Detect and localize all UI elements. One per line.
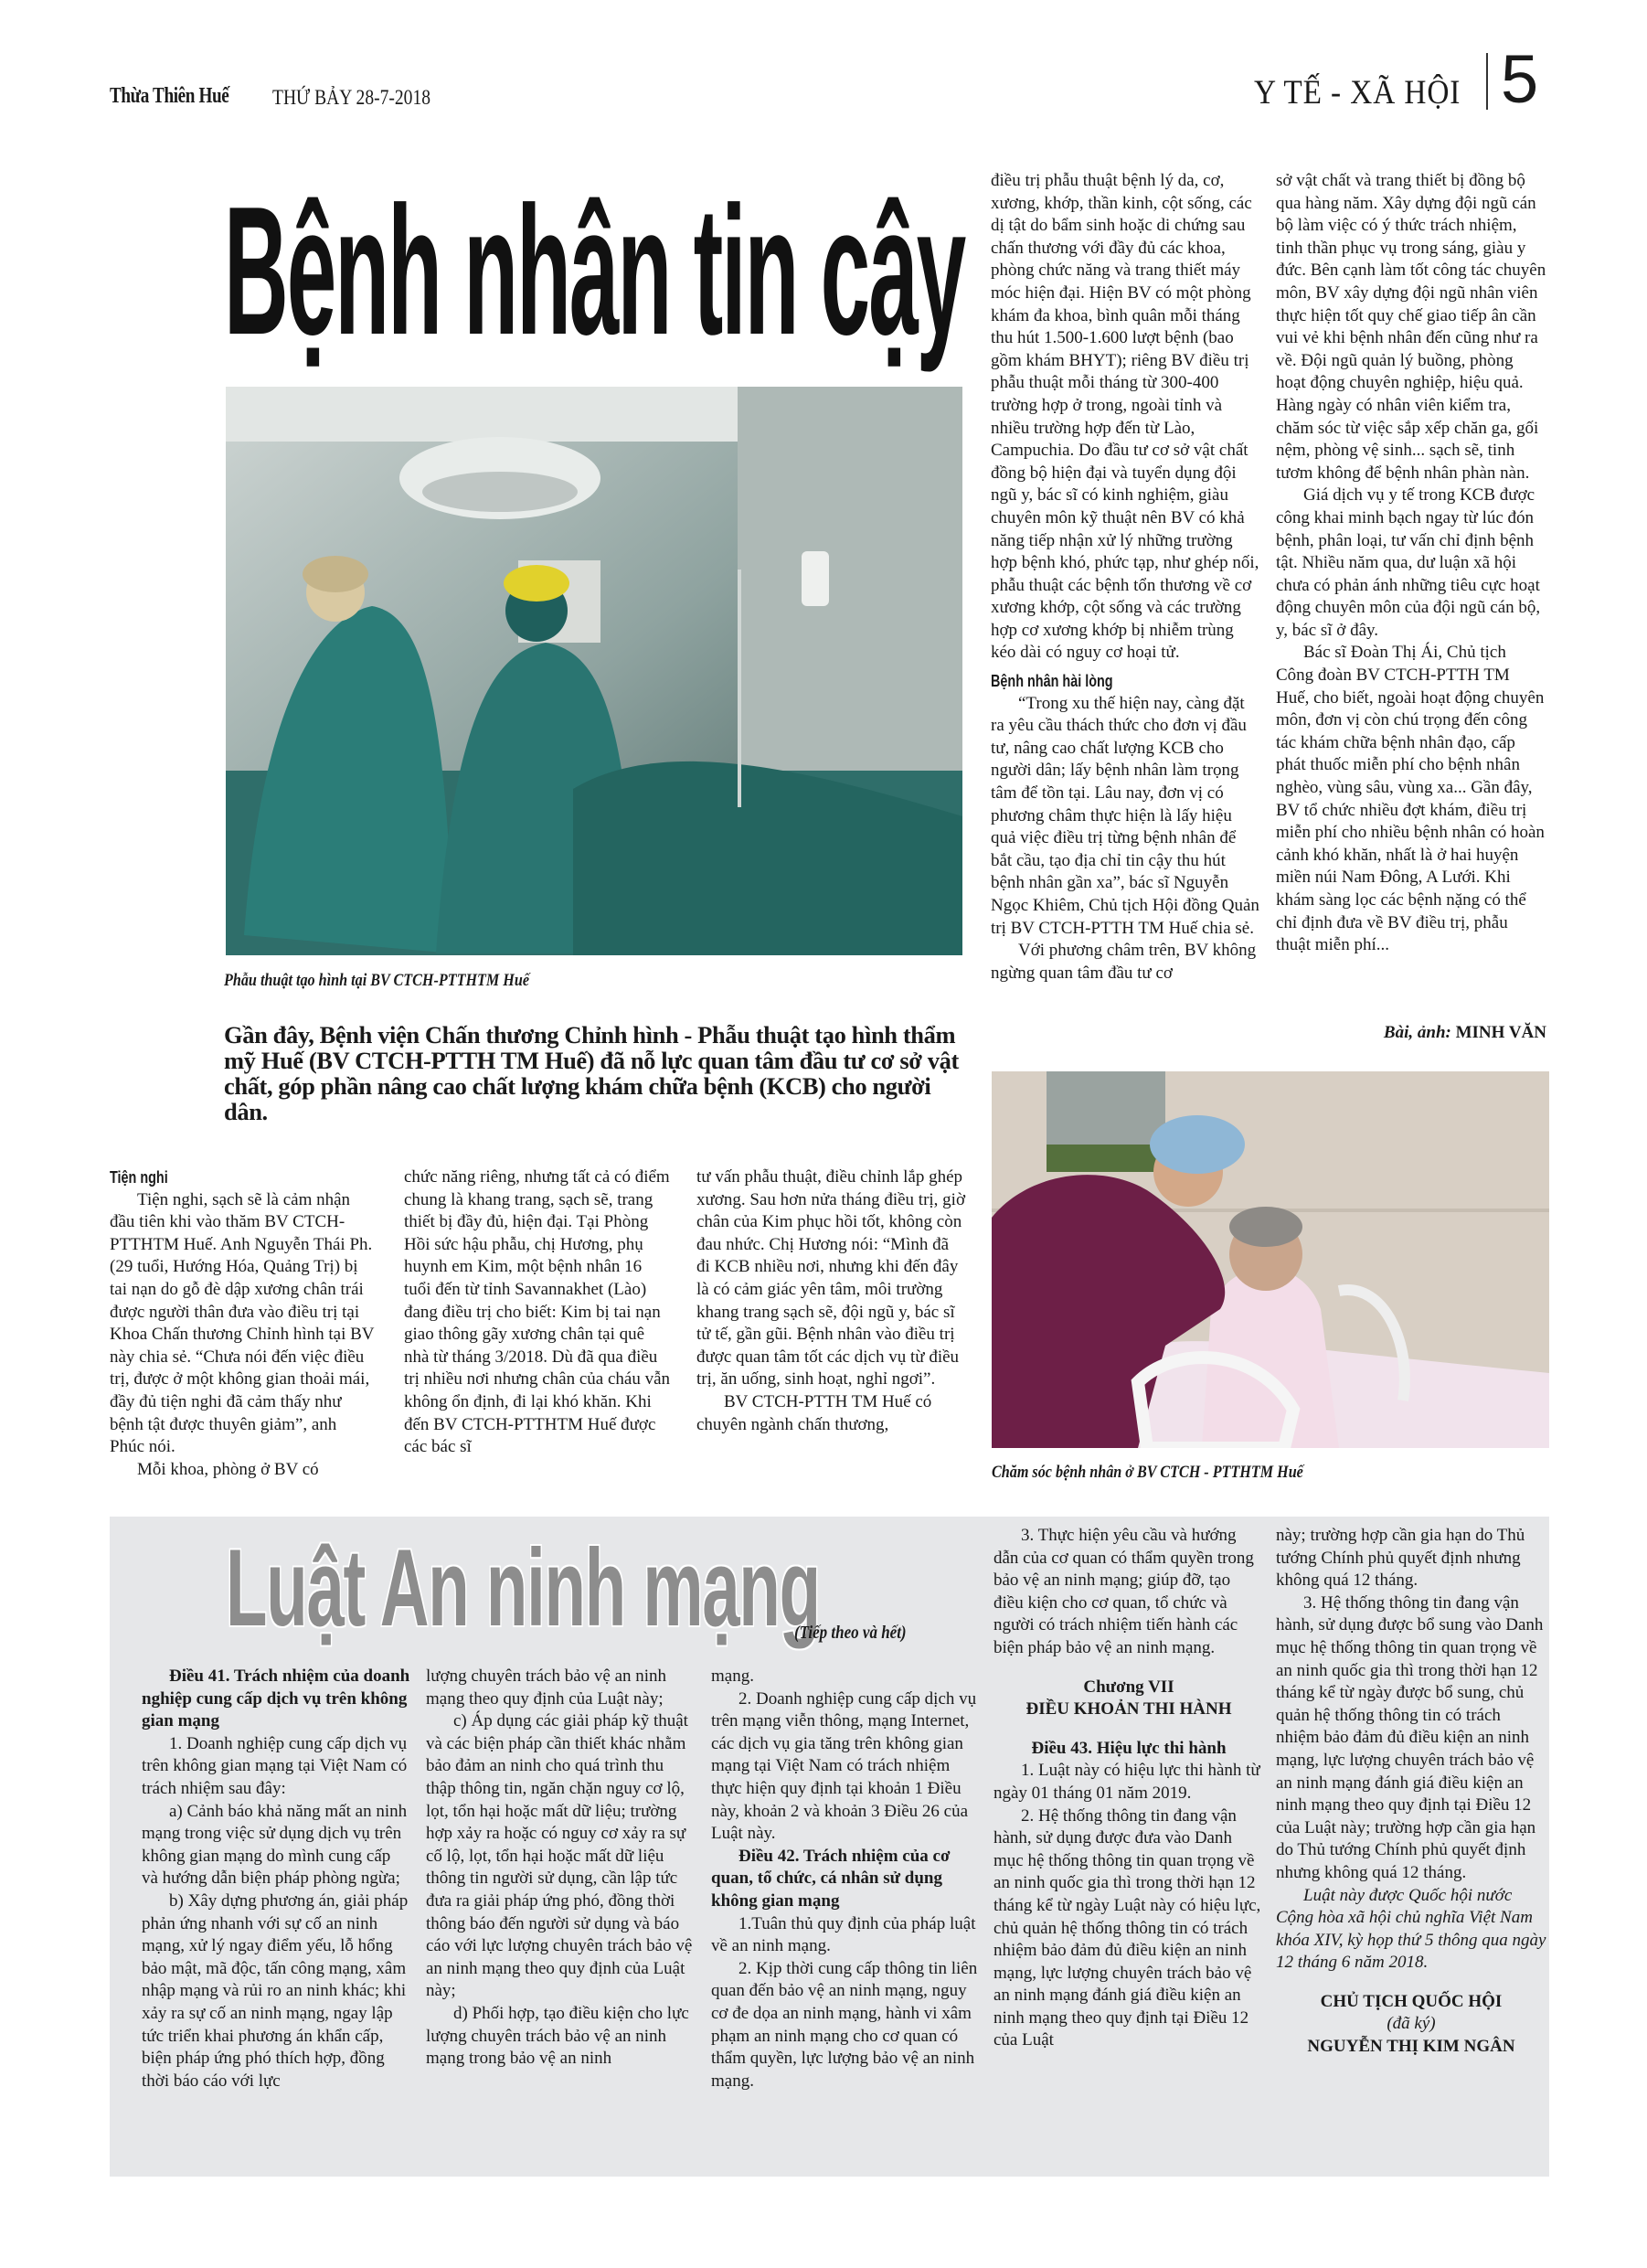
subheading: ĐIỀU KHOẢN THI HÀNH: [1025, 1699, 1232, 1720]
paragraph: tư vấn phẫu thuật, điều chỉnh lắp ghép xương. Sau hơn nửa tháng điều trị, giờ chân của Kim phục hồi tốt, không còn đau nhức. Chị Hương nói: “Mình đã đi KCB nhiều nơi, nhưng khi đến đây là có cảm giác yên tâm, môi trường khang trang sạch sẽ, đội ngũ y, bác sĩ tử tế, gần gũi. Bệnh nhân vào điều trị được quan tâm tốt các dịch vụ từ điều trị, ăn uống, sinh hoạt, nghỉ ngơi”.: [696, 1167, 966, 1390]
paragraph: 1.Tuân thủ quy định của pháp luật về an ninh mạng.: [711, 1913, 976, 1956]
paragraph: Tiện nghi, sạch sẽ là cảm nhận đầu tiên khi vào thăm BV CTCH-PTTHTM Huế. Anh Nguyễn Thái Ph. (29 tuổi, Hướng Hóa, Quảng Trị) bị tai nạn do gỗ đè dập xương chân trái được người thân đưa vào điều trị tại Khoa Chấn thương Chỉnh hình tại BV này chia sẻ. “Chưa nói đến việc điều trị, được ở một không gian thoải mái, đầy đủ tiện nghi đã cảm thấy như bệnh tật được thuyên giảm”, anh Phúc nói.: [110, 1189, 375, 1457]
paragraph: c) Áp dụng các giải pháp kỹ thuật và các biện pháp cần thiết khác nhằm bảo đảm an ninh cho quá trình thu thập thông tin, ngăn chặn nguy cơ lộ, lọt, tổn hại hoặc mất dữ liệu; trường hợp xảy ra hoặc có nguy cơ xảy ra sự cố lộ, lọt, tổn hại hoặc mất dữ liệu thông tin người sử dụng, cần lập tức đưa ra giải pháp ứng phó, đồng thời thông báo đến người sử dụng và báo cáo với lực lượng chuyên trách bảo vệ an ninh mạng theo quy định của Luật này;: [426, 1711, 693, 2001]
law-title: Luật An ninh mạng: [226, 1527, 820, 1649]
paragraph: 2. Kịp thời cung cấp thông tin liên quan đến bảo vệ an ninh mạng, nguy cơ đe dọa an ninh mạng, hành vi xâm phạm an ninh mạng cho cơ quan có thẩm quyền, lực lượng bảo vệ an ninh mạng.: [711, 1958, 978, 2091]
law-column: [711, 1666, 982, 2092]
paragraph: chức năng riêng, nhưng tất cả có điểm chung là khang trang, sạch sẽ, trang thiết bị đầy đủ, hiện đại. Tại Phòng Hồi sức hậu phẫu, chị Hương, phụ huynh em Kim, một bệnh nhân 16 tuổi đến từ tỉnh Savannakhet (Lào) đang điều trị cho biết: Kim bị tai nạn giao thông gãy xương chân tại quê nhà từ tháng 3/2018. Dù đã qua điều trị nhiều nơi nhưng chân của cháu vẫn không ổn định, đi lại khó khăn. Khi đến BV CTCH-PTTHTM Huế được các bác sĩ: [404, 1167, 671, 1457]
law-column: [426, 1666, 695, 2071]
issue-date: THỨ BẢY 28-7-2018: [272, 86, 431, 109]
header-divider: [1486, 53, 1488, 110]
paragraph: mạng.: [711, 1666, 754, 1686]
section-name: Y TẾ - XÃ HỘI: [1254, 74, 1461, 112]
signature-line: CHỦ TỊCH QUỐC HỘI: [1320, 1991, 1503, 2011]
paragraph: 3. Hệ thống thông tin đang vận hành, sử dụng được bổ sung vào Danh mục hệ thống thông tin quan trọng về an ninh quốc gia thì trong thời hạn 12 tháng kể từ ngày được bổ sung, chủ quản hệ thống thông tin có trách nhiệm bảo đảm đủ điều kiện an ninh mạng, lực lượng chuyên trách bảo vệ an ninh mạng đánh giá điều kiện an ninh mạng theo quy định tại Điều 12 của Luật này; trường hợp cần gia hạn do Thủ tướng Chính phủ quyết định nhưng không quá 12 tháng.: [1276, 1592, 1544, 1882]
paragraph: 2. Doanh nghiệp cung cấp dịch vụ trên mạng viễn thông, mạng Internet, các dịch vụ gia tăng trên không gian mạng tại Việt Nam có trách nhiệm thực hiện quy định tại khoản 1 Điều này, khoản 2 và khoản 3 Điều 26 của Luật này.: [711, 1688, 977, 1844]
page-number: 5: [1501, 41, 1539, 117]
subheading: Điều 43. Hiệu lực thi hành: [1031, 1738, 1227, 1758]
subheading: Chương VII: [1083, 1677, 1174, 1697]
paragraph: điều trị phẫu thuật bệnh lý da, cơ, xương, khớp, thần kinh, cột sống, các dị tật do bẩm sinh hoặc di chứng sau chấn thương với đầy đủ các khoa, phòng chức năng và trang thiết máy móc hiện đại. Hiện BV có một phòng khám đa khoa, bình quân mỗi tháng thu hút 1.500-1.600 lượt bệnh (bao gồm khám BHYT); riêng BV điều trị phẫu thuật mỗi tháng từ 300-400 trường hợp ở trong, ngoài tỉnh và nhiều trường hợp đến từ Lào, Campuchia. Do đầu tư cơ sở vật chất đồng bộ hiện đại và tuyển dụng đội ngũ y, bác sĩ có kinh nghiệm, giàu chuyên môn kỹ thuật nên BV có khả năng tiếp nhận xử lý những trường hợp bệnh khó, phức tạp, như ghép nối, phẫu thuật các bệnh tổn thương về cơ xương khớp, cột sống và các trường hợp cơ xương khớp bị nhiễm trùng kéo dài có nguy cơ hoại tử.: [991, 171, 1259, 663]
article-column: [991, 170, 1259, 985]
paragraph: a) Cảnh báo khả năng mất an ninh mạng trong việc sử dụng dịch vụ trên không gian mạng do mình cung cấp và hướng dẫn biện pháp phòng ngừa;: [142, 1801, 408, 1889]
subheading: Bệnh nhân hài lòng: [991, 672, 1113, 691]
article-column: [110, 1161, 375, 1481]
paragraph: 1. Doanh nghiệp cung cấp dịch vụ trên không gian mạng tại Việt Nam có trách nhiệm sau đây:: [142, 1733, 408, 1798]
paragraph: 3. Thực hiện yêu cầu và hướng dẫn của cơ quan có thẩm quyền trong bảo vệ an ninh mạng; giúp đỡ, tạo điều kiện cho cơ quan, tổ chức và người có trách nhiệm tiến hành các biện pháp bảo vệ an ninh mạng.: [994, 1526, 1254, 1657]
subheading: Tiện nghi: [110, 1168, 168, 1187]
paragraph: 1. Luật này có hiệu lực thi hành từ ngày 01 tháng 01 năm 2019.: [994, 1761, 1260, 1803]
article-lead: Gần đây, Bệnh viện Chấn thương Chỉnh hình - Phẫu thuật tạo hình thẩm mỹ Huế (BV CTCH-PTTH TM Huế) đã nỗ lực quan tâm đầu tư cơ sở vật chất, góp phần nâng cao chất lượng khám chữa bệnh (KCB) cho người dân.: [224, 1021, 959, 1125]
article-title: Bệnh nhân tin cậy: [224, 169, 965, 373]
newspaper-name: Thừa Thiên Huế: [110, 84, 229, 108]
byline-label: Bài, ảnh:: [1383, 1023, 1451, 1042]
paragraph: b) Xây dựng phương án, giải pháp phản ứng nhanh với sự cố an ninh mạng, xử lý ngay điểm yếu, lỗ hổng bảo mật, mã độc, tấn công mạng, xâm nhập mạng và rủi ro an ninh khác; khi xảy ra sự cố an ninh mạng, ngay lập tức triển khai phương án khẩn cấp, biện pháp ứng phó thích hợp, đồng thời báo cáo với lực: [142, 1890, 409, 2091]
paragraph: này; trường hợp cần gia hạn do Thủ tướng Chính phủ quyết định nhưng không quá 12 tháng.: [1276, 1526, 1525, 1591]
law-column: [142, 1666, 410, 2092]
paragraph: Mỗi khoa, phòng ở BV có: [137, 1459, 319, 1479]
paragraph: sở vật chất và trang thiết bị đồng bộ qua hàng năm. Xây dựng đội ngũ cán bộ làm việc có ý thức trách nhiệm, tinh thần phục vụ trong sáng, giàu y đức. Bên cạnh làm tốt công tác chuyên môn, BV xây dựng đội ngũ nhân viên thực hiện tốt quy chế giao tiếp ân cần vui vẻ khi bệnh nhân đến cũng như ra về. Đội ngũ quản lý buồng, phòng hoạt động chuyên nghiệp, hiệu quả. Hàng ngày có nhân viên kiểm tra, chăm sóc từ việc sắp xếp chăn ga, gối nệm, phòng vệ sinh... sạch sẽ, tinh tươm không để bệnh nhân phàn nàn.: [1276, 171, 1546, 483]
paragraph: lượng chuyên trách bảo vệ an ninh mạng theo quy định của Luật này;: [426, 1666, 667, 1709]
paragraph: Bác sĩ Đoàn Thị Ái, Chủ tịch Công đoàn BV CTCH-PTTH TM Huế, cho biết, ngoài hoạt động chuyên môn, đơn vị còn chú trọng đến công tác khám chữa bệnh nhân đạo, cấp phát thuốc miễn phí cho bệnh nhân nghèo, vùng sâu, vùng xa... Gần đây, BV tổ chức nhiều đợt khám, điều trị miễn phí cho nhiều bệnh nhân có hoàn cảnh khó khăn, nhất là ở hai huyện miền núi Nam Đông, A Lưới. Khi khám sàng lọc các bệnh nặng có thể chỉ định đưa về BV điều trị, phẫu thuật miễn phí...: [1276, 643, 1545, 955]
paragraph: “Trong xu thế hiện nay, càng đặt ra yêu cầu thách thức cho đơn vị đầu tư, nâng cao chất lượng KCB cho người dân; lấy bệnh nhân làm trọng tâm để tồn tại. Lâu nay, đơn vị có phương châm thực hiện là lấy hiệu quả việc điều trị từng bệnh nhân để bắt cầu, tạo địa chỉ tin cậy thu hút bệnh nhân gần xa”, bác sĩ Nguyễn Ngọc Khiêm, Chủ tịch Hội đồng Quản trị BV CTCH-PTTH TM Huế chia sẻ.: [991, 693, 1259, 938]
subheading: Điều 42. Trách nhiệm của cơ quan, tổ chức, cá nhân sử dụng không gian mạng: [711, 1846, 951, 1911]
paragraph: Với phương châm trên, BV không ngừng quan tâm đầu tư cơ: [991, 941, 1257, 983]
paragraph: d) Phối hợp, tạo điều kiện cho lực lượng chuyên trách bảo vệ an ninh mạng trong bảo vệ an ninh: [426, 2003, 689, 2069]
paragraph: Giá dịch vụ y tế trong KCB được công khai minh bạch ngay từ lúc đón bệnh, phân loại, tư vấn chỉ định bệnh tật. Nhiều năm qua, dư luận xã hội chưa có phản ánh những tiêu cực hoạt động chuyên môn của đội ngũ cán bộ, y, bác sĩ ở đây.: [1276, 485, 1541, 640]
law-column: [1276, 1525, 1546, 2059]
paragraph: 2. Hệ thống thông tin đang vận hành, sử dụng được đưa vào Danh mục hệ thống thông tin quan trọng về an ninh quốc gia thì trong thời hạn 12 tháng kể từ ngày Luật này có hiệu lực, chủ quản hệ thống thông tin có trách nhiệm bảo đảm đủ điều kiện an ninh mạng, lực lượng chuyên trách bảo vệ an ninh mạng đánh giá điều kiện an ninh mạng theo quy định tại Điều 12 của Luật: [994, 1805, 1261, 2050]
article-column: [1276, 170, 1546, 957]
paragraph: BV CTCH-PTTH TM Huế có chuyên ngành chấn thương,: [696, 1391, 932, 1434]
law-column: [994, 1525, 1264, 2052]
surgery-photo: [226, 387, 962, 955]
byline-author: MINH VĂN: [1455, 1023, 1546, 1042]
law-subtitle: (Tiếp theo và hết): [794, 1623, 907, 1643]
photo-caption: Chăm sóc bệnh nhân ở BV CTCH - PTTHTM Huế: [992, 1463, 1303, 1482]
photo-caption: Phẫu thuật tạo hình tại BV CTCH-PTTHTM Huế: [224, 971, 529, 990]
signature-line: (đã ký): [1387, 2014, 1436, 2034]
subheading: Điều 41. Trách nhiệm của doanh nghiệp cung cấp dịch vụ trên không gian mạng: [142, 1666, 410, 1731]
article-column: [696, 1166, 965, 1436]
signature-line: NGUYỄN THỊ KIM NGÂN: [1307, 2037, 1515, 2057]
patient-care-photo: [992, 1071, 1549, 1448]
article-column: [404, 1166, 673, 1459]
paragraph: Luật này được Quốc hội nước Cộng hòa xã hội chủ nghĩa Việt Nam khóa XIV, kỳ họp thứ 5 thông qua ngày 12 tháng 6 năm 2018.: [1276, 1885, 1546, 1973]
byline: [1276, 1022, 1546, 1045]
